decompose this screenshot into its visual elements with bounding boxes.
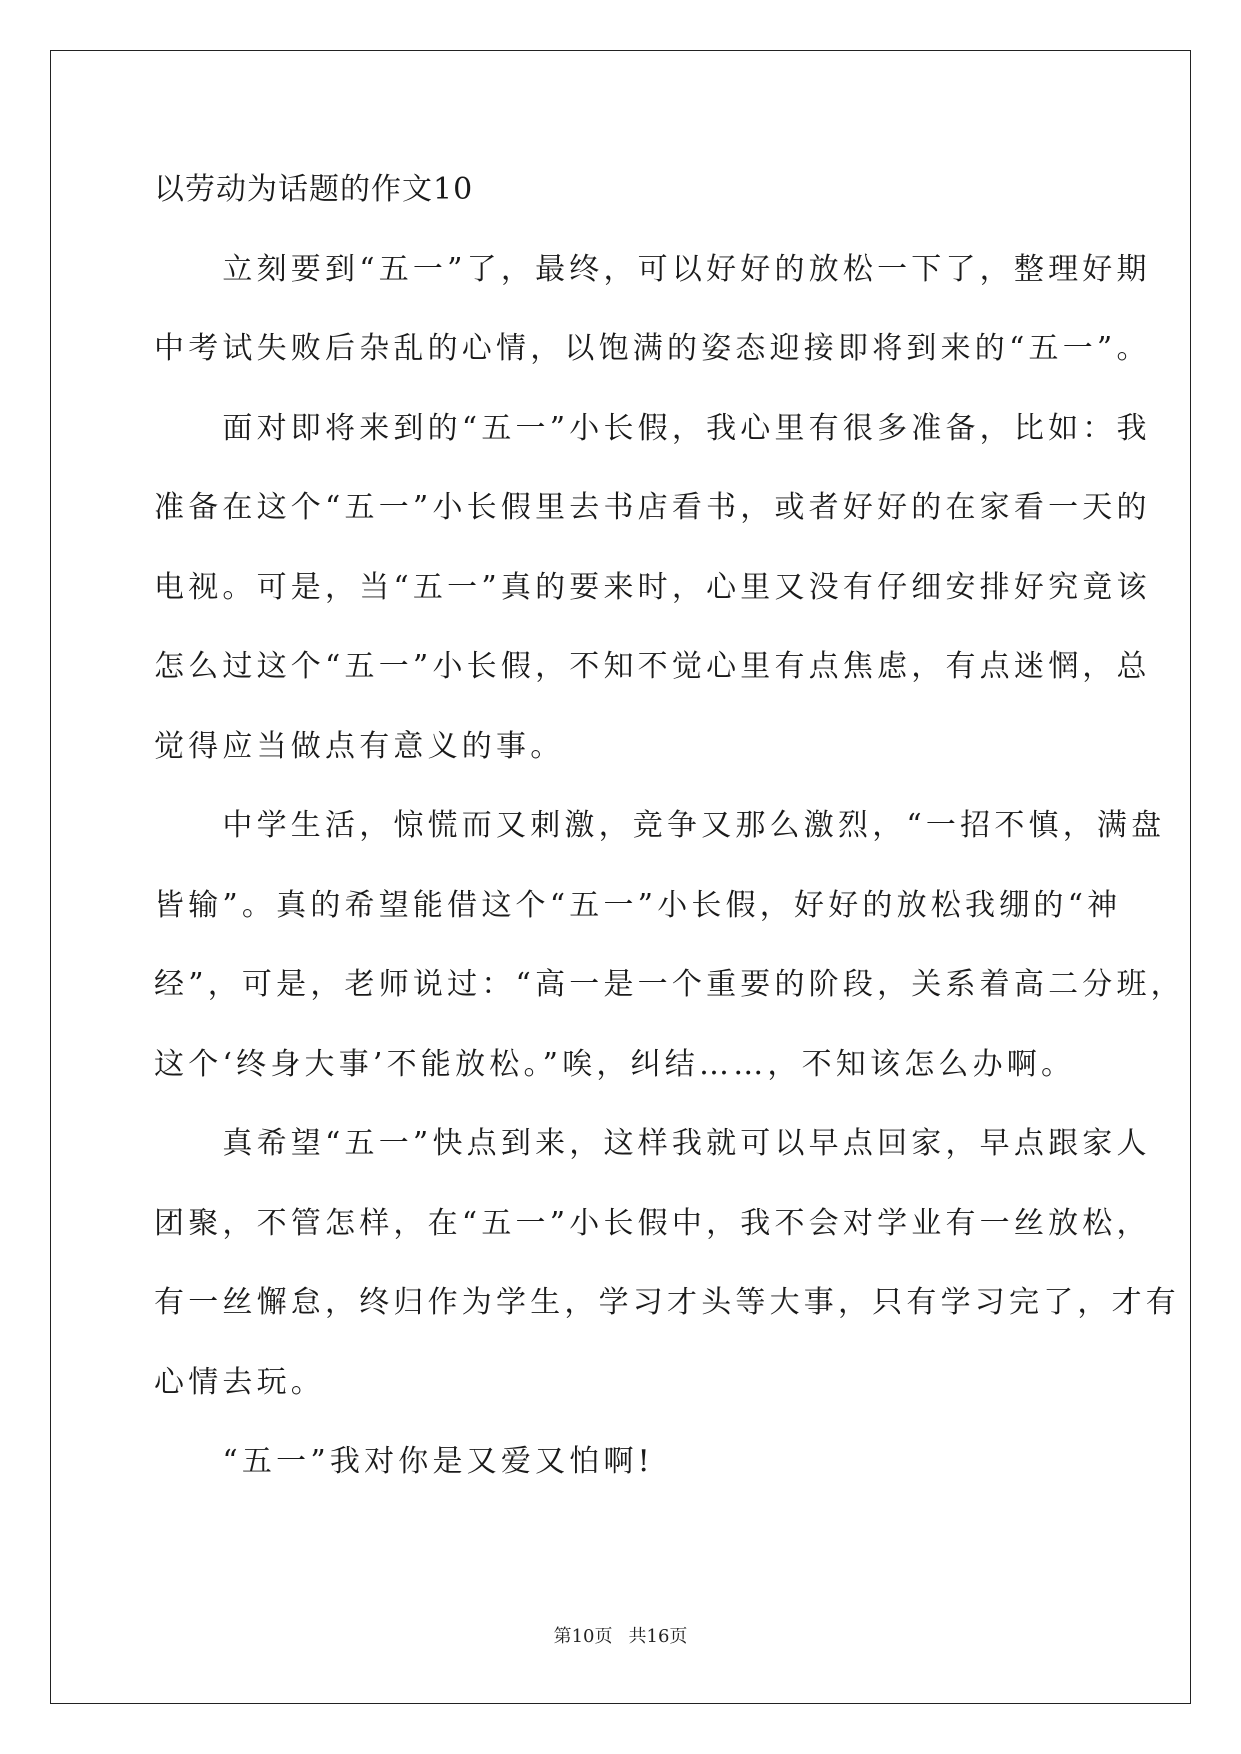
text-line: 真希望“五一”快点到来，这样我就可以早点回家，早点跟家人 xyxy=(154,1126,1151,1161)
text-line: 怎么过这个“五一”小长假，不知不觉心里有点焦虑，有点迷惘，总 xyxy=(154,649,1151,684)
text-line: 电视。可是，当“五一”真的要来时，心里又没有仔细安排好究竟该 xyxy=(154,570,1151,605)
text-line: 有一丝懈怠，终归作为学生，学习才头等大事，只有学习完了，才有 xyxy=(154,1285,1180,1320)
text-line: 皆输”。真的希望能借这个“五一”小长假，好好的放松我绷的“神 xyxy=(154,888,1122,923)
text-line: 团聚，不管怎样，在“五一”小长假中，我不会对学业有一丝放松， xyxy=(154,1206,1151,1241)
page-footer xyxy=(0,1625,1241,1649)
text-line: 中学生活，惊慌而又刺激，竞争又那么激烈，“一招不慎，满盘 xyxy=(154,808,1166,843)
text-line: 这个‘终身大事’不能放松。”唉，纠结……，不知该怎么办啊。 xyxy=(154,1047,1076,1082)
text-line: “五一”我对你是又爱又怕啊! xyxy=(154,1444,654,1479)
page-total: 共16页 xyxy=(628,1626,688,1647)
text-line: 心情去玩。 xyxy=(154,1365,325,1400)
page-number: 第10页 xyxy=(553,1626,613,1647)
text-line: 面对即将来到的“五一”小长假，我心里有很多准备，比如：我 xyxy=(154,411,1151,446)
text-line: 中考试失败后杂乱的心情，以饱满的姿态迎接即将到来的“五一”。 xyxy=(154,331,1151,366)
document-title: 以劳动为话题的作文10 xyxy=(154,172,474,207)
text-line: 立刻要到“五一”了，最终，可以好好的放松一下了，整理好期 xyxy=(154,252,1151,287)
text-line: 觉得应当做点有意义的事。 xyxy=(154,729,565,764)
text-line: 经”，可是，老师说过：“高一是一个重要的阶段，关系着高二分班， xyxy=(154,967,1185,1002)
text-line: 准备在这个“五一”小长假里去书店看书，或者好好的在家看一天的 xyxy=(154,490,1151,525)
